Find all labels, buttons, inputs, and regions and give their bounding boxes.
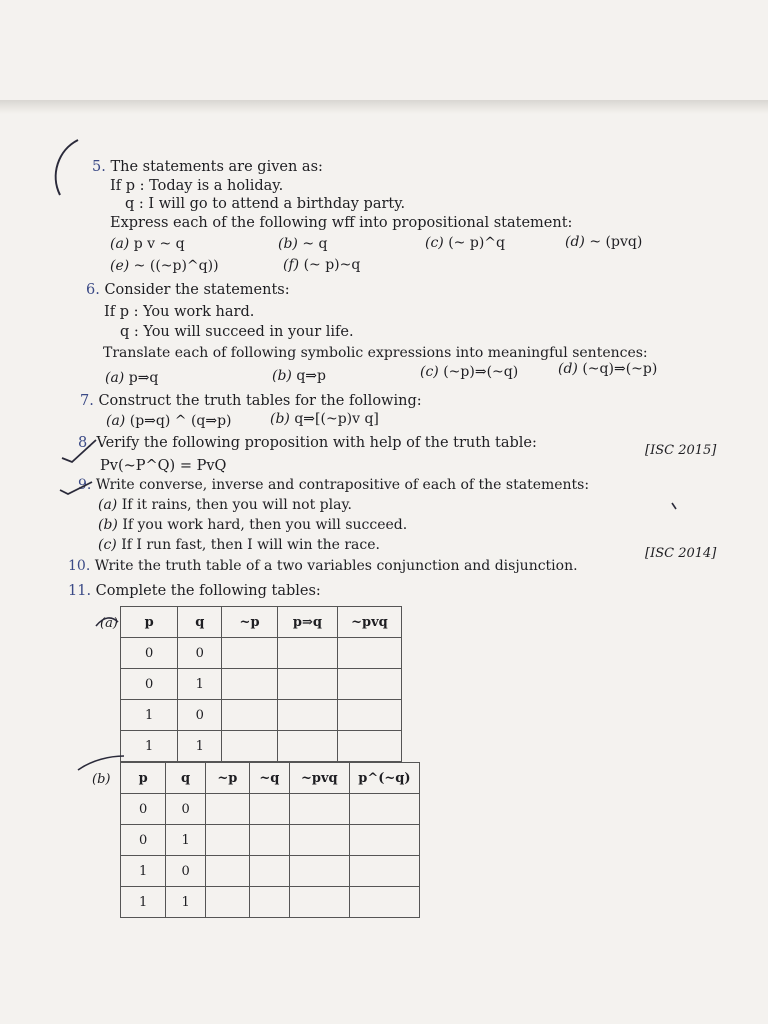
q9-option-b: (b) If you work hard, then you will succeed. xyxy=(98,517,408,533)
table-a-header-cell: q xyxy=(178,607,222,638)
table-cell: 1 xyxy=(121,731,178,762)
question-9: 9. Write converse, inverse and contrapositive of each of the statements: xyxy=(78,477,590,493)
table-cell: 1 xyxy=(178,669,222,700)
table-b-header-cell: q xyxy=(166,763,206,794)
q6-option-b: (b) q⇒p xyxy=(272,368,326,384)
table-b-header-cell: p^(~q) xyxy=(349,763,419,794)
question-11-text: Complete the following tables: xyxy=(95,583,321,599)
question-9-text: Write converse, inverse and contrapositive of each of the statements: xyxy=(95,477,590,493)
question-6: 6. Consider the statements: xyxy=(86,282,290,298)
pen-stroke-mark xyxy=(78,756,124,770)
q10-isc-tag: [ISC 2014] xyxy=(645,546,717,561)
q6-q-line: q : You will succeed in your life. xyxy=(120,324,354,340)
q9-option-c: (c) If I run fast, then I will win the race. xyxy=(98,537,380,553)
table-cell: 0 xyxy=(121,638,178,669)
question-6-text: Consider the statements: xyxy=(104,282,290,298)
table-a-header-cell: p⇒q xyxy=(277,607,337,638)
pen-check-mark xyxy=(62,440,96,462)
table-cell: 0 xyxy=(166,856,206,887)
q6-p-line: If p : You work hard. xyxy=(104,304,255,320)
q5-q-line: q : I will go to attend a birthday party. xyxy=(125,196,406,212)
pen-stroke-mark xyxy=(672,503,676,509)
q8-expression: Pv(~P^Q) = PvQ xyxy=(100,458,227,474)
question-10-text: Write the truth table of a two variables conjunction and disjunction. xyxy=(94,558,578,574)
table-b-label: (b) xyxy=(92,772,111,787)
table-a-header-cell: ~pvq xyxy=(337,607,401,638)
q5-option-a: (a) p v ~ q xyxy=(110,236,185,252)
table-cell: 0 xyxy=(121,825,166,856)
question-7-text: Construct the truth tables for the following: xyxy=(98,393,422,409)
table-b-header-cell: p xyxy=(121,763,166,794)
table-b-header-cell: ~p xyxy=(205,763,249,794)
question-10: 10. Write the truth table of a two variables conjunction and disjunction. xyxy=(68,558,578,574)
table-cell: 1 xyxy=(121,700,178,731)
q7-option-a: (a) (p⇒q) ^ (q⇒p) xyxy=(106,413,232,429)
q5-option-f: (f) (~ p)~q xyxy=(283,257,361,273)
q5-option-e: (e) ~ ((~p)^q)) xyxy=(110,258,219,274)
table-cell: 1 xyxy=(121,856,166,887)
question-5: 5. The statements are given as: xyxy=(92,159,323,175)
q5-option-b: (b) ~ q xyxy=(278,236,328,252)
q6-option-d: (d) (~q)⇒(~p) xyxy=(558,361,658,377)
q7-option-b: (b) q⇒[(~p)v q] xyxy=(270,411,379,427)
table-a-header-cell: p xyxy=(121,607,178,638)
table-cell: 0 xyxy=(121,669,178,700)
q6-option-a: (a) p⇒q xyxy=(105,370,159,386)
table-b-header-cell: ~q xyxy=(249,763,289,794)
table-cell: 0 xyxy=(178,700,222,731)
question-8: 8. Verify the following proposition with help of the truth table: xyxy=(78,435,537,451)
table-a-label: (a) xyxy=(100,616,118,631)
table-a-header-cell: ~p xyxy=(222,607,278,638)
pen-stroke-mark xyxy=(96,618,118,626)
q5-option-d: (d) ~ (pvq) xyxy=(565,234,643,250)
q8-isc-tag: [ISC 2015] xyxy=(645,443,717,458)
question-11: 11. Complete the following tables: xyxy=(68,583,321,599)
table-cell: 0 xyxy=(166,794,206,825)
table-cell: 0 xyxy=(178,638,222,669)
table-cell: 1 xyxy=(166,887,206,918)
pen-bracket-mark xyxy=(56,140,78,195)
table-b-header-cell: ~pvq xyxy=(289,763,349,794)
question-5-text: The statements are given as: xyxy=(110,159,323,175)
question-8-text: Verify the following proposition with help of the truth table: xyxy=(96,435,537,451)
table-cell: 1 xyxy=(178,731,222,762)
q6-instruction: Translate each of following symbolic expressions into meaningful sentences: xyxy=(103,345,648,361)
pen-check-mark xyxy=(60,482,92,494)
q9-option-a: (a) If it rains, then you will not play. xyxy=(98,497,352,513)
q6-option-c: (c) (~p)⇒(~q) xyxy=(420,364,519,380)
q5-p-line: If p : Today is a holiday. xyxy=(110,178,284,194)
q5-instruction: Express each of the following wff into propositional statement: xyxy=(110,215,573,231)
question-7: 7. Construct the truth tables for the following: xyxy=(80,393,422,409)
table-cell: 1 xyxy=(121,887,166,918)
table-cell: 1 xyxy=(166,825,206,856)
table-cell: 0 xyxy=(121,794,166,825)
q5-option-c: (c) (~ p)^q xyxy=(425,235,505,251)
